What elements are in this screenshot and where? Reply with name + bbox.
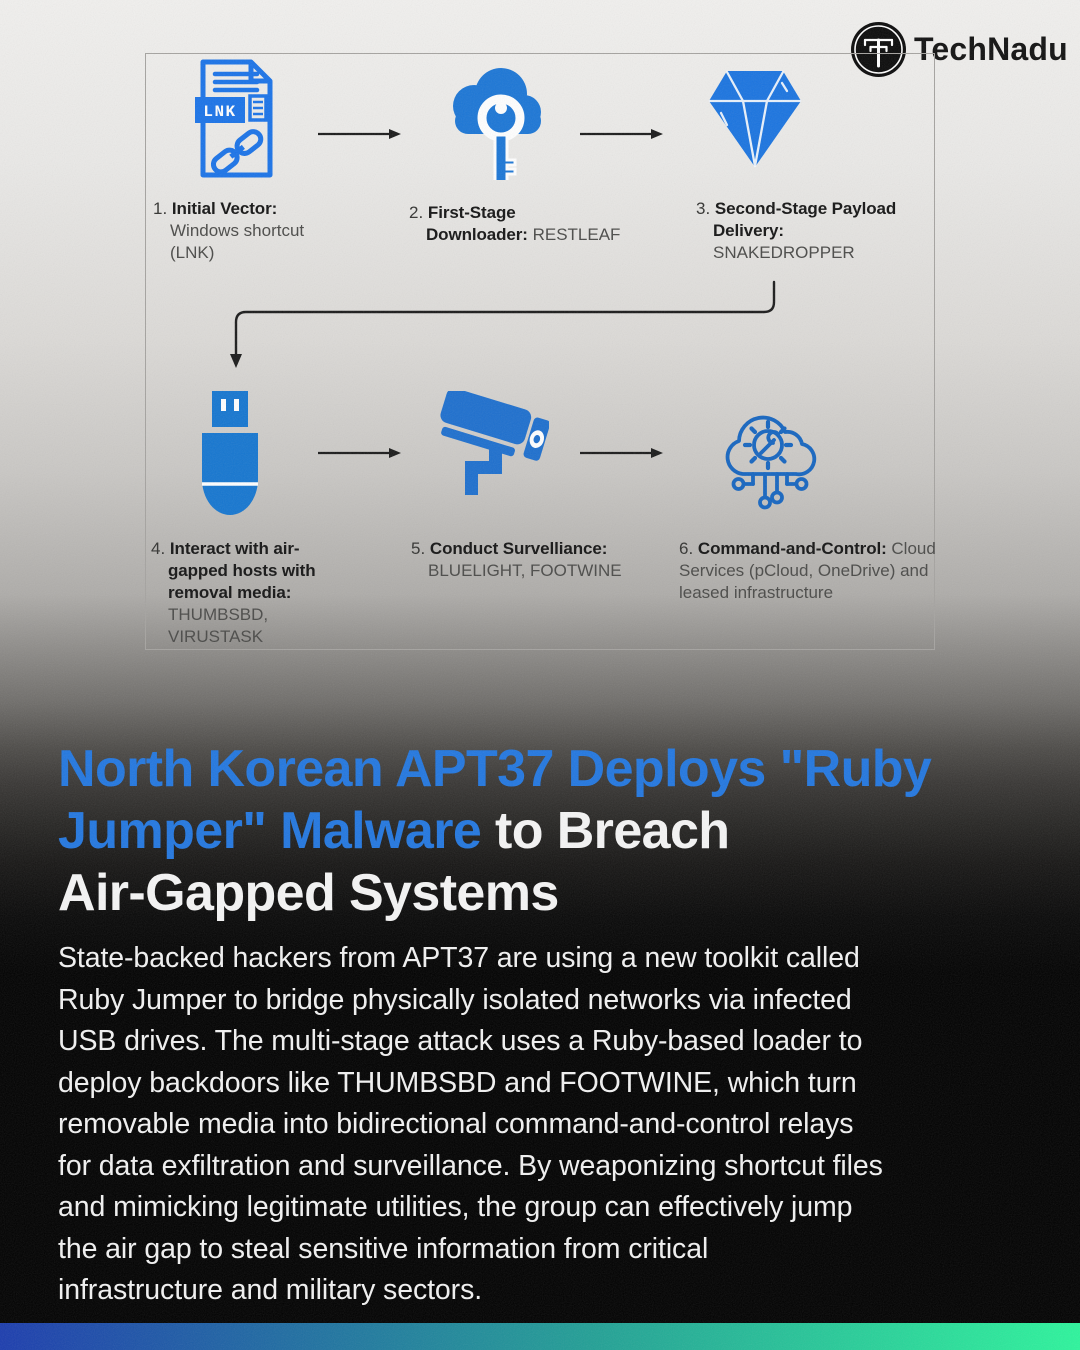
headline-line-1: North Korean APT37 Deploys "Ruby	[58, 740, 932, 798]
headline	[58, 738, 931, 924]
cloud-key-icon	[444, 58, 544, 180]
elbow-connector	[226, 280, 786, 376]
step-label-4: 4. Interact with air- gapped hosts with removal media: THUMBSBD, VIRUSTASK	[151, 539, 316, 646]
lnk-file-icon	[189, 59, 284, 178]
arrow-right-icon	[579, 128, 665, 140]
summary-line: infrastructure and military sectors.	[58, 1274, 483, 1306]
summary-line: removable media into bidirectional command-and-control relays	[58, 1108, 854, 1140]
summary-line: Ruby Jumper to bridge physically isolated networks via infected	[58, 983, 852, 1016]
summary-line: deploy backdoors like THUMBSBD and FOOTWINE, which turn	[58, 1066, 857, 1099]
summary-line: State-backed hackers from APT37 are using a new toolkit called	[58, 942, 860, 974]
summary-line: USB drives. The multi-stage attack uses a Ruby-based loader to	[58, 1025, 863, 1057]
lnk-badge-text: LNK	[203, 103, 237, 121]
step-label-3: 3. Second-Stage Payload Delivery: SNAKEDROPPER	[696, 199, 897, 262]
step-label-6: 6. Command-and-Control: Cloud Services (pCloud, OneDrive) and leased infrastructure	[679, 539, 936, 602]
summary-line: the air gap to steal sensitive information from critical	[58, 1232, 709, 1265]
step-label-5: 5. Conduct Survelliance: BLUELIGHT, FOOTWINE	[411, 539, 622, 580]
cctv-camera-icon	[437, 391, 549, 497]
summary-line: and mimicking legitimate utilities, the group can effectively jump	[58, 1191, 853, 1223]
diamond-icon	[707, 67, 803, 171]
summary-line: for data exfiltration and surveillance. By weaponizing shortcut files	[58, 1149, 883, 1182]
step-label-2: 2. First-Stage Downloader: RESTLEAF	[409, 203, 621, 244]
attack-chain-panel	[145, 53, 935, 650]
technadu-logo-text: TechNadu	[914, 31, 1068, 67]
arrow-right-icon	[579, 447, 665, 459]
summary-paragraph	[58, 938, 883, 1312]
step-label-1: 1. Initial Vector: Windows shortcut (LNK)	[153, 199, 305, 262]
arrow-right-icon	[317, 447, 403, 459]
accent-gradient-bar	[0, 1323, 1080, 1350]
headline-line-3: Air-Gapped Systems	[58, 864, 559, 922]
cloud-c2-icon	[717, 398, 819, 514]
usb-drive-icon	[199, 389, 261, 521]
arrow-right-icon	[317, 128, 403, 140]
headline-line-2: Jumper" Malware to Breach	[58, 802, 730, 860]
